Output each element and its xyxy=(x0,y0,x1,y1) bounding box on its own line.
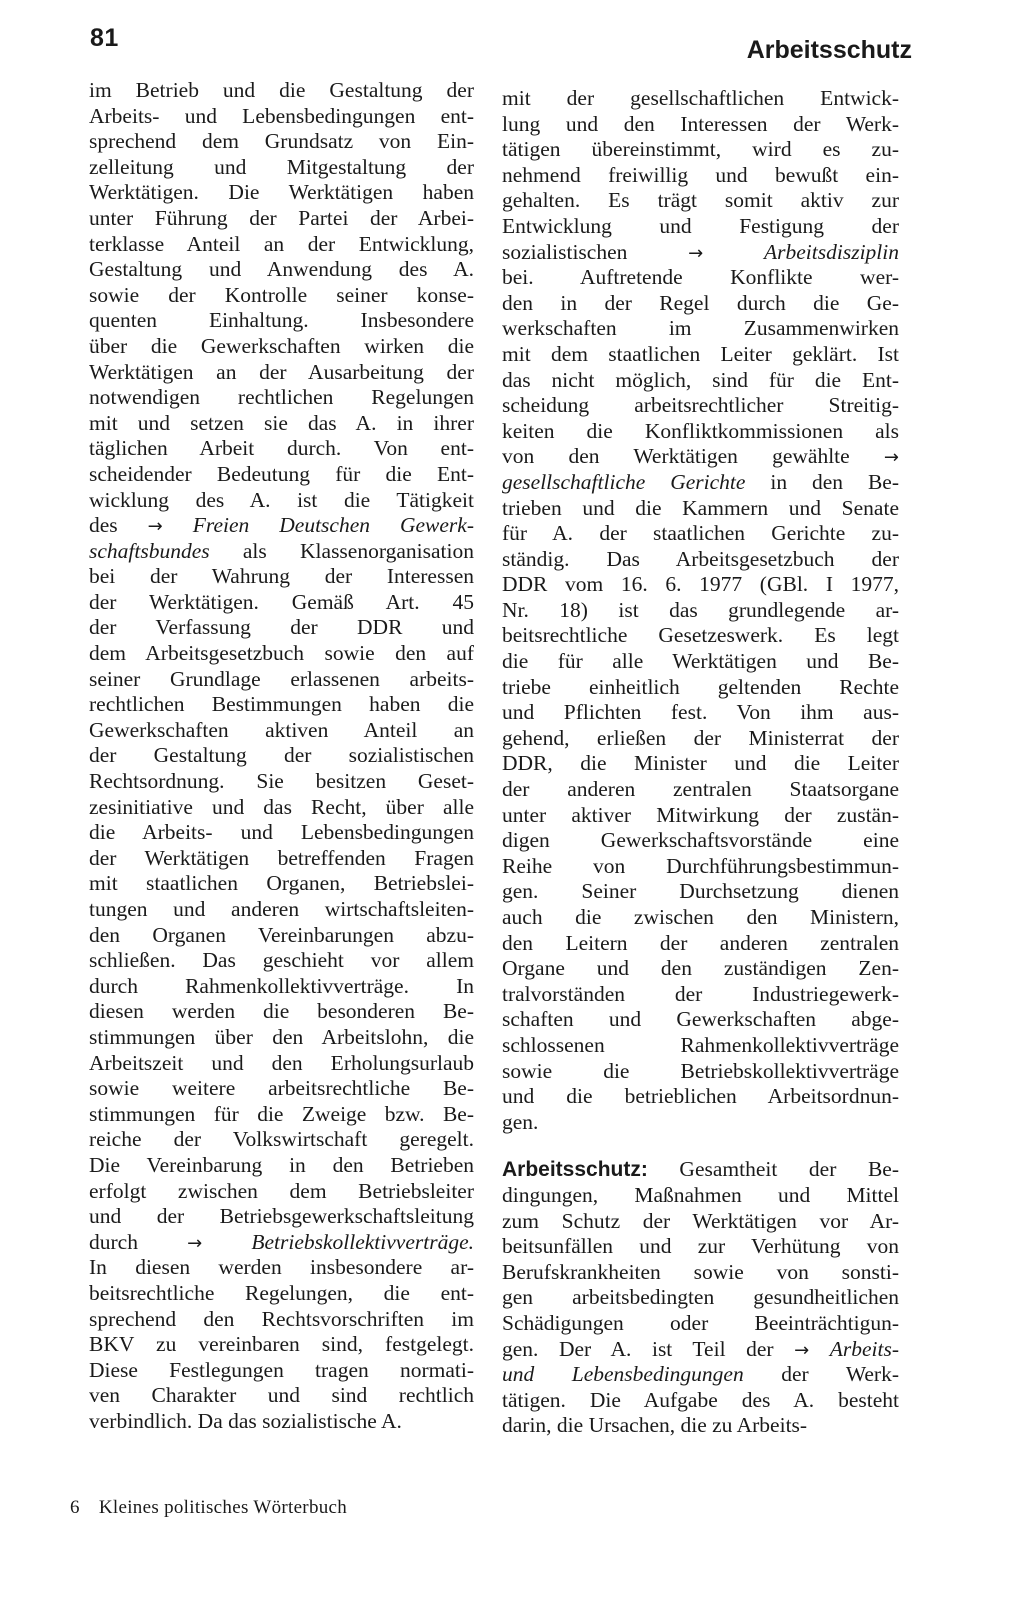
text-segment: mit der gesellschaftlichen Entwick- xyxy=(502,86,899,110)
text-segment: und die betrieblichen Arbeitsordnun- xyxy=(502,1084,899,1109)
text-line xyxy=(89,897,474,923)
text-segment: wicklung des A. ist die Tätigkeit xyxy=(89,487,474,512)
text-line xyxy=(502,1234,899,1260)
text-line xyxy=(502,112,899,138)
text-segment: Arbeitszeit und den Erholungsurlaub xyxy=(89,1050,474,1075)
text-segment: Reihe von Durchführungsbestimmun- xyxy=(502,853,899,878)
right-text-column xyxy=(502,86,899,1439)
text-line xyxy=(89,667,474,693)
text-segment: mit staatlichen Organen, Betriebslei- xyxy=(89,871,474,896)
text-line xyxy=(89,1102,474,1128)
text-segment: über die Gewerkschaften wirken die xyxy=(89,333,474,358)
text-segment: den in der Regel durch die Ge- xyxy=(502,290,899,315)
text-segment: diesen werden die besonderen Be- xyxy=(89,999,474,1024)
text-line xyxy=(89,129,474,155)
text-segment: mit dem staatlichen Leiter geklärt. Ist xyxy=(502,341,899,366)
text-segment: Organe und den zuständigen Zen- xyxy=(502,956,899,981)
text-segment: erfolgt zwischen dem Betriebsleiter xyxy=(89,1178,474,1203)
text-line xyxy=(502,419,899,445)
text-segment: dingungen, Maßnahmen und Mittel xyxy=(502,1182,899,1207)
text-segment: beitsunfällen und zur Verhütung von xyxy=(502,1234,899,1259)
text-segment: sozialistischen xyxy=(502,239,689,264)
text-segment: Gesamtheit der Be- xyxy=(647,1157,899,1182)
text-line xyxy=(89,1127,474,1153)
running-head: Arbeitsschutz xyxy=(746,36,912,64)
text-line xyxy=(502,956,899,982)
text-line xyxy=(89,615,474,641)
text-segment: Die Vereinbarung in den Betrieben xyxy=(89,1152,474,1177)
book-title: Kleines politisches Wörterbuch xyxy=(98,1497,348,1518)
text-line xyxy=(502,521,899,547)
text-segment: unter Führung der Partei der Arbei- xyxy=(89,205,474,230)
text-segment: lung und den Interessen der Werk- xyxy=(502,111,899,136)
text-segment: den Leitern der anderen zentralen xyxy=(502,930,899,955)
text-segment: stimmungen für die Zweige bzw. Be- xyxy=(89,1101,474,1126)
text-line xyxy=(502,316,899,342)
text-line xyxy=(502,675,899,701)
text-segment: notwendigen rechtlichen Regelungen xyxy=(89,385,474,410)
text-line xyxy=(502,726,899,752)
text-segment: quenten Einhaltung. Insbesondere xyxy=(89,308,474,333)
text-line xyxy=(89,411,474,437)
text-line xyxy=(89,1230,474,1256)
text-line xyxy=(502,1007,899,1033)
text-line xyxy=(89,692,474,718)
text-line xyxy=(502,240,899,266)
text-segment: schaften und Gewerkschaften abge- xyxy=(502,1007,899,1032)
text-line xyxy=(502,623,899,649)
text-line xyxy=(502,572,899,598)
text-line xyxy=(89,539,474,565)
cross-reference-term: Freien Deutschen Gewerk- xyxy=(192,513,474,538)
text-segment: In diesen werden insbesondere ar- xyxy=(89,1255,474,1280)
text-segment: gen. xyxy=(502,1109,539,1134)
text-line xyxy=(89,1281,474,1307)
text-segment: beitsrechtliche Regelungen, die ent- xyxy=(89,1280,474,1305)
text-segment: der Werktätigen. Gemäß Art. 45 xyxy=(89,589,474,614)
text-segment: tätigen. Die Aufgabe des A. besteht xyxy=(502,1387,899,1412)
text-segment: zelleitung und Mitgestaltung der xyxy=(89,154,474,179)
text-line xyxy=(502,1033,899,1059)
text-line xyxy=(502,1260,899,1286)
text-segment: bei der Wahrung der Interessen xyxy=(89,564,474,589)
text-line xyxy=(502,854,899,880)
text-line xyxy=(502,547,899,573)
text-segment: werkschaften im Zusammenwirken xyxy=(502,316,899,341)
text-segment: triebe einheitlich geltenden Rechte xyxy=(502,674,899,699)
text-line xyxy=(502,1388,899,1414)
text-line xyxy=(89,1076,474,1102)
text-segment: tungen und anderen wirtschaftsleiten- xyxy=(89,897,474,921)
text-line xyxy=(502,1110,899,1136)
text-segment xyxy=(202,1230,251,1254)
text-line xyxy=(89,206,474,232)
text-line xyxy=(89,846,474,872)
text-line xyxy=(502,598,899,624)
cross-reference-term: Arbeits- xyxy=(829,1336,899,1361)
text-line xyxy=(89,1358,474,1384)
text-segment: der anderen zentralen Staatsorgane xyxy=(502,777,899,802)
text-segment: Gestaltung und Anwendung des A. xyxy=(89,257,474,282)
text-segment: ven Charakter und sind rechtlich xyxy=(89,1383,474,1408)
text-segment: Rechtsordnung. Sie besitzen Geset- xyxy=(89,769,474,794)
text-line xyxy=(502,342,899,368)
text-segment: Entwicklung und Festigung der xyxy=(502,213,899,238)
text-line xyxy=(502,982,899,1008)
text-line xyxy=(89,436,474,462)
text-line xyxy=(89,283,474,309)
text-line xyxy=(89,232,474,258)
text-segment: Gewerkschaften aktiven Anteil an xyxy=(89,717,474,742)
text-line xyxy=(502,368,899,394)
text-segment: als Klassenorganisation xyxy=(209,538,474,563)
text-segment: auch die zwischen den Ministern, xyxy=(502,905,899,929)
text-segment: sprechend den Rechtsvorschriften im xyxy=(89,1306,474,1331)
text-line xyxy=(89,590,474,616)
text-line xyxy=(502,1362,899,1388)
text-line xyxy=(89,948,474,974)
text-segment: sowie der Kontrolle seiner konse- xyxy=(89,282,474,307)
text-line xyxy=(89,999,474,1025)
text-line xyxy=(89,462,474,488)
text-segment: DDR vom 16. 6. 1977 (GBl. I 1977, xyxy=(502,572,899,597)
text-segment: mit und setzen sie das A. in ihrer xyxy=(89,410,474,435)
text-line xyxy=(502,163,899,189)
text-line xyxy=(89,385,474,411)
text-segment xyxy=(703,240,764,264)
text-segment: ständig. Das Arbeitsgesetzbuch der xyxy=(502,546,899,571)
text-line xyxy=(502,1337,899,1363)
text-segment: stimmungen über den Arbeitslohn, die xyxy=(89,1024,474,1049)
text-segment: täglichen Arbeit durch. Von ent- xyxy=(89,436,474,461)
text-line xyxy=(502,188,899,214)
text-segment: des xyxy=(89,513,148,538)
text-line xyxy=(502,1183,899,1209)
text-line xyxy=(502,1285,899,1311)
text-segment xyxy=(163,513,193,537)
text-line xyxy=(89,334,474,360)
entry-headword: Arbeitsschutz: xyxy=(502,1158,648,1182)
text-segment: sowie die Betriebskollektivverträge xyxy=(502,1058,899,1083)
cross-reference-term: Betriebskollektivverträge. xyxy=(251,1229,474,1254)
text-segment: scheidender Bedeutung für die Ent- xyxy=(89,461,474,486)
text-line xyxy=(502,86,899,112)
text-segment: und Pflichten fest. Von ihm aus- xyxy=(502,700,899,725)
text-segment: trieben und die Kammern und Senate xyxy=(502,495,899,520)
text-segment: den Organen Vereinbarungen abzu- xyxy=(89,922,474,947)
text-line xyxy=(502,1209,899,1235)
text-segment: bei. Auftretende Konflikte wer- xyxy=(502,265,899,290)
text-segment: nehmend freiwillig und bewußt ein- xyxy=(502,162,899,187)
text-line xyxy=(502,879,899,905)
text-segment: der Verfassung der DDR und xyxy=(89,615,474,640)
text-segment: gehend, erließen der Ministerrat der xyxy=(502,725,899,750)
page-footer xyxy=(70,1497,347,1519)
text-line xyxy=(502,214,899,240)
text-line xyxy=(89,1153,474,1179)
text-segment: BKV zu vereinbaren sind, festgelegt. xyxy=(89,1332,474,1357)
text-line xyxy=(502,777,899,803)
cross-reference-arrow-icon: → xyxy=(688,242,704,264)
text-segment: rechtlichen Bestimmungen haben die xyxy=(89,692,474,717)
text-segment: reiche der Volkswirtschaft geregelt. xyxy=(89,1127,474,1152)
text-segment: scheidung arbeitsrechtlicher Streitig- xyxy=(502,393,899,418)
text-segment: im Betrieb und die Gestaltung der xyxy=(89,78,474,102)
text-line xyxy=(502,803,899,829)
text-segment: das nicht möglich, sind für die Ent- xyxy=(502,367,899,392)
text-line xyxy=(89,923,474,949)
cross-reference-term: Arbeitsdisziplin xyxy=(764,239,899,264)
text-segment: beitsrechtliche Gesetzeswerk. Es legt xyxy=(502,623,899,648)
text-line xyxy=(502,1084,899,1110)
text-segment: der Werk- xyxy=(743,1362,899,1387)
cross-reference-term: und Lebensbedingungen xyxy=(502,1362,744,1387)
text-segment: DDR, die Minister und die Leiter xyxy=(502,751,899,776)
text-line xyxy=(502,649,899,675)
text-line xyxy=(89,78,474,104)
text-segment: keiten die Konfliktkommissionen als xyxy=(502,418,899,443)
text-line xyxy=(89,1332,474,1358)
text-segment: Schädigungen oder Beeinträchtigun- xyxy=(502,1310,899,1335)
text-line xyxy=(89,769,474,795)
left-text-column xyxy=(89,78,474,1434)
text-segment: und der Betriebsgewerkschaftsleitung xyxy=(89,1204,474,1229)
text-line xyxy=(502,905,899,931)
text-segment: sprechend dem Grundsatz von Ein- xyxy=(89,129,474,154)
text-line xyxy=(502,265,899,291)
text-line xyxy=(89,1179,474,1205)
text-segment: verbindlich. Da das sozialistische A. xyxy=(89,1408,402,1433)
text-segment: seiner Grundlage erlassenen arbeits- xyxy=(89,666,474,691)
text-segment: Arbeits- und Lebensbedingungen ent- xyxy=(89,103,474,128)
text-segment: die für alle Werktätigen und Be- xyxy=(502,649,899,674)
text-line xyxy=(89,1409,474,1435)
text-line xyxy=(502,291,899,317)
text-line xyxy=(502,1413,899,1439)
text-line xyxy=(502,700,899,726)
text-segment: durch xyxy=(89,1229,188,1254)
text-segment: gen. Seiner Durchsetzung dienen xyxy=(502,879,899,904)
text-segment: durch Rahmenkollektivverträge. In xyxy=(89,973,474,998)
text-line xyxy=(89,308,474,334)
text-segment: der Werktätigen betreffenden Fragen xyxy=(89,845,474,870)
text-line xyxy=(89,1383,474,1409)
text-segment: terklasse Anteil an der Entwicklung, xyxy=(89,231,474,256)
text-line xyxy=(89,1051,474,1077)
text-segment: für A. der staatlichen Gerichte zu- xyxy=(502,521,899,546)
text-line xyxy=(89,1025,474,1051)
text-segment: schließen. Das geschieht vor allem xyxy=(89,948,474,973)
text-line xyxy=(89,360,474,386)
text-segment: von den Werktätigen gewählte xyxy=(502,444,884,469)
cross-reference-arrow-icon: → xyxy=(187,1232,203,1254)
text-line xyxy=(89,180,474,206)
text-line xyxy=(89,1255,474,1281)
cross-reference-term: schaftsbundes xyxy=(89,538,210,563)
cross-reference-arrow-icon: → xyxy=(147,516,163,538)
text-segment: zesinitiative und das Recht, über alle xyxy=(89,794,474,819)
text-segment: gehalten. Es trägt somit aktiv zur xyxy=(502,188,899,213)
text-segment: die Arbeits- und Lebensbedingungen xyxy=(89,820,474,845)
paragraph-gap xyxy=(502,1135,899,1157)
text-line xyxy=(502,393,899,419)
text-line xyxy=(89,104,474,130)
text-segment: dem Arbeitsgesetzbuch sowie den auf xyxy=(89,641,474,666)
text-line xyxy=(89,641,474,667)
text-line xyxy=(89,1204,474,1230)
text-line xyxy=(89,513,474,539)
text-line xyxy=(502,751,899,777)
text-segment: schlossenen Rahmenkollektivverträge xyxy=(502,1032,899,1057)
text-line xyxy=(502,470,899,496)
text-line xyxy=(502,1157,899,1183)
text-segment: Berufskrankheiten sowie von sonsti- xyxy=(502,1259,899,1284)
text-line xyxy=(89,974,474,1000)
signature-number: 6 xyxy=(70,1497,80,1518)
text-segment: zum Schutz der Werktätigen vor Ar- xyxy=(502,1208,899,1233)
text-segment: unter aktiver Mitwirkung der zustän- xyxy=(502,802,899,827)
text-segment: Nr. 18) ist das grundlegende ar- xyxy=(502,597,899,622)
text-line xyxy=(89,257,474,283)
text-line xyxy=(502,1059,899,1085)
text-line xyxy=(89,743,474,769)
text-line xyxy=(502,931,899,957)
text-line xyxy=(502,444,899,470)
text-segment: digen Gewerkschaftsvorstände eine xyxy=(502,828,899,853)
text-line xyxy=(502,496,899,522)
text-line xyxy=(89,820,474,846)
cross-reference-arrow-icon: → xyxy=(794,1339,810,1361)
cross-reference-arrow-icon: → xyxy=(883,447,899,469)
text-line xyxy=(89,155,474,181)
text-segment: sowie weitere arbeitsrechtliche Be- xyxy=(89,1076,474,1101)
text-segment: in den Be- xyxy=(745,469,899,494)
text-line xyxy=(502,1311,899,1337)
text-line xyxy=(89,871,474,897)
text-segment: Diese Festlegungen tragen normati- xyxy=(89,1357,474,1382)
text-segment: Werktätigen an der Ausarbeitung der xyxy=(89,359,474,384)
text-segment: gen. Der A. ist Teil der xyxy=(502,1336,795,1361)
text-line xyxy=(89,795,474,821)
text-line xyxy=(89,718,474,744)
text-segment: darin, die Ursachen, die zu Arbeits- xyxy=(502,1413,808,1438)
text-segment: der Gestaltung der sozialistischen xyxy=(89,743,474,768)
text-segment xyxy=(809,1337,830,1361)
text-line xyxy=(502,828,899,854)
text-segment: tätigen übereinstimmt, wird es zu- xyxy=(502,137,899,162)
text-segment: gen arbeitsbedingten gesundheitlichen xyxy=(502,1285,899,1310)
page-number: 81 xyxy=(90,24,119,52)
text-line xyxy=(89,564,474,590)
text-line xyxy=(89,1307,474,1333)
cross-reference-term: gesellschaftliche Gerichte xyxy=(502,469,746,494)
text-line xyxy=(89,488,474,514)
text-segment: tralvorständen der Industriegewerk- xyxy=(502,981,899,1006)
text-segment: Werktätigen. Die Werktätigen haben xyxy=(89,180,474,205)
text-line xyxy=(502,137,899,163)
